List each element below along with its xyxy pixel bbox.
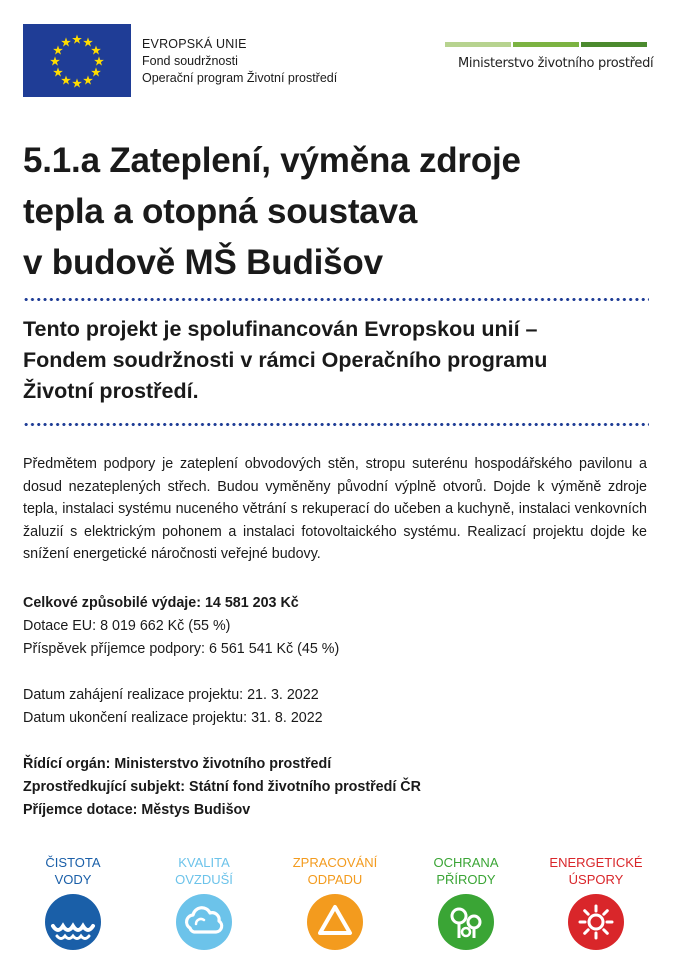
dotted-divider-bottom <box>23 423 649 426</box>
finance-info <box>23 592 339 661</box>
eu-star <box>91 45 101 54</box>
subtitle-line-3: Životní prostředí. <box>23 379 199 403</box>
dotted-divider-top <box>23 298 649 301</box>
total-expenses: Celkové způsobilé výdaje: 14 581 203 Kč <box>23 595 299 611</box>
eu-grant: Dotace EU: 8 019 662 Kč (55 %) <box>23 618 231 634</box>
eu-line-1: EVROPSKÁ UNIE <box>142 37 247 51</box>
ministry-bar-dark <box>581 42 647 47</box>
subtitle-line-2: Fondem soudržnosti v rámci Operačního programu <box>23 348 548 372</box>
priority-water <box>18 854 128 950</box>
priority-label-line1: ENERGETICKÉ <box>549 855 643 870</box>
ministry-bars <box>445 42 647 47</box>
eu-flag <box>23 24 131 97</box>
nature-icon <box>438 894 494 950</box>
water-icon <box>45 894 101 950</box>
eu-star <box>61 37 71 46</box>
eu-line-2: Fond soudržnosti <box>142 54 238 68</box>
recipient-contribution: Příspěvek příjemce podpory: 6 561 541 Kč (45 %) <box>23 641 340 657</box>
grant-recipient: Příjemce dotace: Městys Budišov <box>23 802 251 818</box>
project-title <box>23 135 653 288</box>
priority-label-line1: OCHRANA <box>433 855 499 870</box>
ministry-logo <box>445 42 654 71</box>
project-description: Předmětem podpory je zateplení obvodových stěn, stropu suterénu hospodářského pavilonu a dosud nezateplených střech. Budou vyměněny původní výplně otvorů. Dojde k výměně zdroje tepla, instalaci systému nuceného větrání s rekuperací do učeben a kuchyně, instalaci venkovních žaluzií s elektrickým pohonem a instalaci fotovoltaického systému. Realizací projektu dojde ke snížení energetické náročnosti veřejné budovy. <box>23 456 647 563</box>
eu-star <box>83 75 93 84</box>
priority-label-line2: ODPADU <box>307 872 363 887</box>
funding-statement <box>23 314 653 407</box>
program-priorities <box>0 854 680 964</box>
priority-nature <box>411 854 521 950</box>
managing-body: Řídící orgán: Ministerstvo životního prostředí <box>23 756 332 772</box>
eu-star <box>72 35 82 44</box>
intermediary-body: Zprostředkující subjekt: Státní fond životního prostředí ČR <box>23 779 421 795</box>
priority-air <box>149 854 259 950</box>
subtitle-line-1: Tento projekt je spolufinancován Evropskou unií – <box>23 317 538 341</box>
priority-label-line1: ČISTOTA <box>45 855 101 870</box>
priority-energy <box>541 854 651 950</box>
dates-info <box>23 684 323 730</box>
eu-star <box>50 56 60 65</box>
eu-star <box>61 75 71 84</box>
priority-waste <box>280 854 390 950</box>
eu-star <box>91 67 101 76</box>
eu-star <box>72 78 82 87</box>
priority-label-line2: ÚSPORY <box>568 872 624 887</box>
eu-star <box>94 56 104 65</box>
energy-icon <box>568 894 624 950</box>
eu-star <box>53 45 63 54</box>
title-line-2: tepla a otopná soustava <box>23 192 418 231</box>
bodies-info <box>23 753 421 822</box>
title-line-3: v budově MŠ Budišov <box>23 243 383 282</box>
eu-program-text <box>142 36 337 87</box>
title-line-1: 5.1.a Zateplení, výměna zdroje <box>23 141 521 180</box>
priority-label-line1: ZPRACOVÁNÍ <box>292 855 378 870</box>
eu-line-3: Operační program Životní prostředí <box>142 71 338 85</box>
priority-label-line2: OVZDUŠÍ <box>175 872 233 887</box>
waste-icon <box>307 894 363 950</box>
priority-label-line1: KVALITA <box>178 855 230 870</box>
ministry-name: Ministerstvo životního prostředí <box>458 56 654 71</box>
start-date: Datum zahájení realizace projektu: 21. 3. 2022 <box>23 687 319 703</box>
eu-star <box>83 37 93 46</box>
ministry-bar-light <box>445 42 511 47</box>
eu-star <box>53 67 63 76</box>
ministry-bar-mid <box>513 42 579 47</box>
priority-label-line2: VODY <box>54 872 92 887</box>
priority-label-line2: PŘÍRODY <box>436 872 496 887</box>
air-icon <box>176 894 232 950</box>
end-date: Datum ukončení realizace projektu: 31. 8. 2022 <box>23 710 323 726</box>
eu-stars-icon <box>23 24 131 97</box>
